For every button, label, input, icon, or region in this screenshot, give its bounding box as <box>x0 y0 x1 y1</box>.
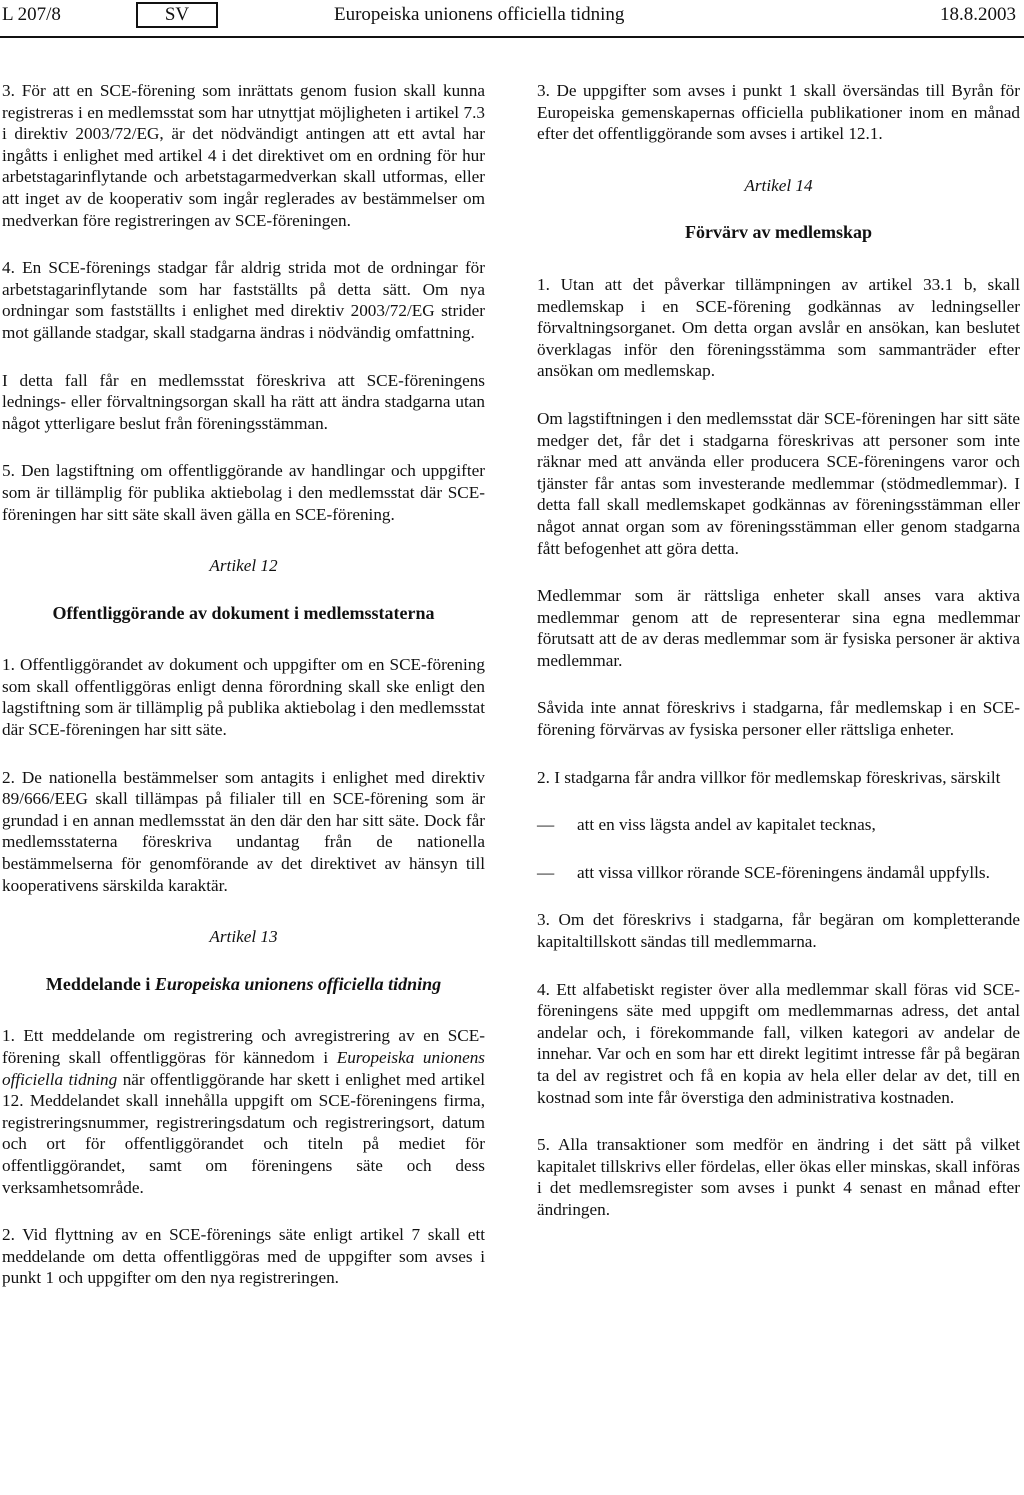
right-column <box>537 80 1020 1247</box>
article-13-title-journal: Europeiska unionens officiella tidning <box>154 973 442 994</box>
dash-item-text: att en viss lägsta andel av kapitalet tecknas, <box>577 815 876 835</box>
paragraph-13-1-part-c: när offentliggörande har skett i enlighet med artikel 12. Meddelandet skall innehålla uppgift om SCE-föreningens firma, registreringsnummer, registreringsdatum och registreringsort, datum och ort för offentliggörandet och titeln på mediet för offentliggörandet, samt om föreningens säte och dess verksamhetsområde. <box>2 1069 485 1197</box>
paragraph-14-4: 4. Ett alfabetiskt register över alla medlemmar skall föras vid SCE-föreningens säte med uppgift om medlemmarnas adress, det antal andelar och, i förekommande fall, vilken kategori av andelar de innehar. Var och en som har ett direkt legitimt intresse får på begäran ta del av registret och få en kopia av hela eller delar av det, till en kostnad som inte får överstiga den administrativa kostnaden. <box>537 979 1020 1107</box>
left-column <box>2 80 485 1315</box>
paragraph-13-1-journal: Europeiska unionens officiella tidning <box>2 1048 485 1089</box>
paragraph-13-2: 2. Vid flyttning av en SCE-förenings säte enligt artikel 7 skall ett meddelande om detta offentliggöras med de uppgifter som avses i punkt 1 och uppgifter om den nya registreringen. <box>2 1225 485 1288</box>
paragraph-14-1b: Om lagstiftningen i den medlemsstat där SCE-föreningen har sitt säte medger det, får det i stadgarna föreskrivas att personer som inte räknar med att använda eller producera SCE-föreningens varor och tjänster får antas som investerande medlemmar (stödmedlemmar). I detta fall skall medlemskapet godkännas av föreningsstämman eller något annat organ som av föreningsstämman eller genom stadgarna fått befogenhet att göra detta. <box>537 408 1020 558</box>
article-13-title <box>2 974 485 996</box>
article-13-label: Artikel 13 <box>209 927 278 947</box>
paragraph-13-1 <box>2 1025 485 1198</box>
language-box: SV <box>136 2 218 28</box>
paragraph-14-5: 5. Alla transaktioner som medför en ändring i det sätt på vilket kapitalet tillskrivs eller fördelas, eller ökas eller minskas, skall införas i det medlemsregister som avses i punkt 4 senast en månad efter ändringen. <box>537 1135 1020 1219</box>
header-rule <box>0 36 1024 38</box>
article-13-title-text: Meddelande i <box>45 973 155 994</box>
journal-title: Europeiska unionens officiella tidning <box>334 4 625 25</box>
page-header <box>0 0 1024 34</box>
dash-item-1 <box>537 814 1020 836</box>
journal-date: 18.8.2003 <box>940 4 1016 25</box>
article-12-label: Artikel 12 <box>209 556 278 576</box>
paragraph-11-4b: I detta fall får en medlemsstat föreskriva att SCE-föreningens lednings- eller förvaltningsorgan skall ha rätt att ändra stadgarna utan något ytterligare beslut från föreningsstämman. <box>2 370 485 433</box>
article-12-title: Offentliggörande av dokument i medlemsstaterna <box>52 602 435 623</box>
paragraph-14-2: 2. I stadgarna får andra villkor för medlemskap föreskrivas, särskilt <box>537 767 1001 787</box>
paragraph-12-1: 1. Offentliggörandet av dokument och uppgifter om en SCE-förening som skall offentliggöras enligt denna förordning skall ske enligt den lagstiftning som är tillämplig på publika aktiebolag i den medlemsstat där SCE-föreningen har sitt säte. <box>2 655 485 740</box>
dash-marker: — <box>537 815 555 835</box>
dash-item-2 <box>537 862 1020 884</box>
paragraph-14-1c: Medlemmar som är rättsliga enheter skall anses vara aktiva medlemmar genom att de representerar sina egna medlemmar förutsatt att de av deras medlemmar som är fysiska personer är aktiva medlemmar. <box>537 586 1020 670</box>
paragraph-14-3: 3. Om det föreskrivs i stadgarna, får begäran om kompletterande kapitaltillskott sändas till medlemmarna. <box>537 910 1020 952</box>
journal-series: L 207/8 <box>2 4 61 25</box>
paragraph-12-2: 2. De nationella bestämmelser som antagits i enlighet med direktiv 89/666/EEG skall tillämpas på filialer till en SCE-förening som är grundad i en annan medlemsstat än den där den har sitt säte. Dock får medlemsstaterna föreskriva undantag från de nationella bestämmelserna för genomförande av det direktivet av hänsyn till kooperativens särskilda karaktär. <box>2 767 485 895</box>
paragraph-11-3: 3. För att en SCE-förening som inrättats genom fusion skall kunna registreras i en medlemsstat som har utnyttjat möjligheten i artikel 7.3 i direktiv 2003/72/EG, är det nödvändigt antingen att ett avtal har ingåtts i enlighet med artikel 4 i det direktivet om en ordning för hur arbetstagarinflytande och arbetstagarmedverkan skall utformas, eller att inget av de kooperativ som ingår reglerades av bestämmelser om medverkan före registreringen av SCE-föreningen. <box>2 81 485 230</box>
paragraph-11-4: 4. En SCE-förenings stadgar får aldrig strida mot de ordningar för arbetstagarinflytande som har fastställts på detta sätt. Om nya ordningar som fastställts i enlighet med direktiv 2003/72/EG strider mot gällande stadgar, skall stadgarna ändras i nödvändig omfattning. <box>2 258 485 342</box>
paragraph-11-5: 5. Den lagstiftning om offentliggörande av handlingar och uppgifter som är tillämplig för publika aktiebolag i den medlemsstat där SCE-föreningen har sitt säte skall även gälla en SCE-förening. <box>2 461 485 524</box>
paragraph-14-1: 1. Utan att det påverkar tillämpningen av artikel 33.1 b, skall medlemskap i en SCE-förening godkännas av ledningseller förvaltningsorganet. Om detta organ avslår en ansökan, kan beslutet överklagas inför den föreningsstämma som sammanträder efter ansökan om medlemskap. <box>537 274 1020 381</box>
paragraph-14-1d: Såvida inte annat föreskrivs i stadgarna, får medlemskap i en SCE-förening förvärvas av fysiska personer eller rättsliga enheter. <box>537 698 1020 740</box>
dash-marker: — <box>537 862 555 882</box>
paragraph-13-1-part-a: 1. Ett meddelande om registrering och avregistrering av en SCE-förening skall offentliggöras för kännedom i <box>2 1026 485 1067</box>
dash-item-text: att vissa villkor rörande SCE-föreningens ändamål uppfylls. <box>577 862 990 882</box>
article-14-label: Artikel 14 <box>744 175 813 195</box>
article-14-title: Förvärv av medlemskap <box>685 222 872 243</box>
paragraph-13-3: 3. De uppgifter som avses i punkt 1 skall översändas till Byrån för Europeiska gemenskapernas officiella publikationer inom en månad efter det offentliggörande som avses i artikel 12.1. <box>537 81 1020 144</box>
